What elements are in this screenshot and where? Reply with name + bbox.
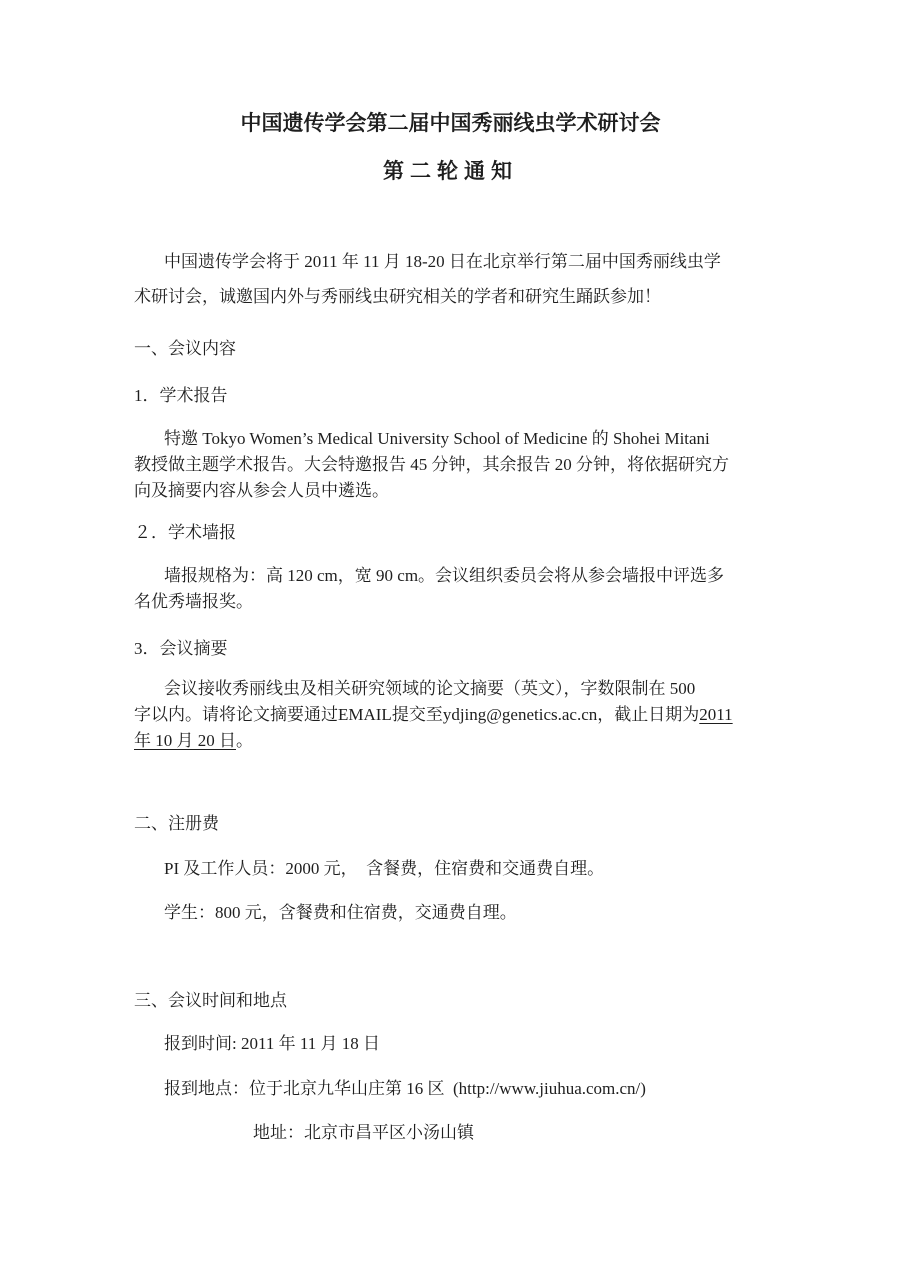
document-title: 中国遗传学会第二届中国秀丽线虫学术研讨会 bbox=[240, 111, 661, 135]
item-1-line: 教授做主题学术报告。大会特邀报告 45 分钟，其余报告 20 分钟，将依据研究方 bbox=[134, 455, 729, 474]
item-3-paragraph bbox=[134, 676, 767, 754]
item-1-line: 向及摘要内容从参会人员中遴选。 bbox=[134, 481, 389, 500]
abstract-deadline-date: 年 10 月 20 日 bbox=[134, 731, 236, 750]
item-2-heading: ２．学术墙报 bbox=[134, 523, 236, 542]
section-2-heading: 二、注册费 bbox=[134, 814, 219, 833]
item-2-line: 名优秀墙报奖。 bbox=[134, 592, 253, 611]
item-1-line: 特邀 Tokyo Women’s Medical University School of Medicine 的 Shohei Mitani bbox=[164, 429, 710, 448]
intro-paragraph bbox=[134, 244, 767, 314]
intro-line: 术研讨会，诚邀国内外与秀丽线虫研究相关的学者和研究生踊跃参加！ bbox=[134, 287, 661, 306]
section-1-heading: 一、会议内容 bbox=[134, 339, 236, 358]
section-3-heading: 三、会议时间和地点 bbox=[134, 991, 287, 1010]
item-2-paragraph bbox=[134, 563, 767, 615]
abstract-deadline-text: 字以内。请将论文摘要通过EMAIL提交至ydjing@genetics.ac.cn，截止日期为 bbox=[134, 705, 700, 724]
item-3-line: 会议接收秀丽线虫及相关研究领域的论文摘要（英文），字数限制在 500 bbox=[164, 679, 696, 698]
checkin-time-line: 报到时间: 2011 年 11 月 18 日 bbox=[164, 1034, 380, 1053]
item-2-line: 墙报规格为：高 120 cm，宽 90 cm。会议组织委员会将从参会墙报中评选多 bbox=[164, 566, 725, 585]
abstract-deadline-period: 。 bbox=[236, 731, 253, 750]
fee-student-line: 学生：800 元，含餐费和住宿费，交通费自理。 bbox=[164, 903, 517, 922]
item-3-heading: 3．会议摘要 bbox=[134, 639, 228, 658]
intro-line: 中国遗传学会将于 2011 年 11 月 18-20 日在北京举行第二届中国秀丽线虫学 bbox=[164, 252, 721, 271]
abstract-deadline-year: 2011 bbox=[699, 705, 733, 724]
item-3-line bbox=[134, 728, 767, 754]
item-1-paragraph bbox=[134, 426, 767, 504]
item-1-heading: 1．学术报告 bbox=[134, 386, 228, 405]
fee-pi-line: PI 及工作人员：2000 元， 含餐费，住宿费和交通费自理。 bbox=[164, 859, 605, 878]
address-line: 地址：北京市昌平区小汤山镇 bbox=[253, 1123, 474, 1142]
checkin-place-line: 报到地点：位于北京九华山庄第 16 区 (http://www.jiuhua.com.cn/) bbox=[164, 1079, 646, 1098]
document-subtitle: 第二轮通知 bbox=[383, 159, 518, 183]
item-3-line bbox=[134, 702, 767, 728]
